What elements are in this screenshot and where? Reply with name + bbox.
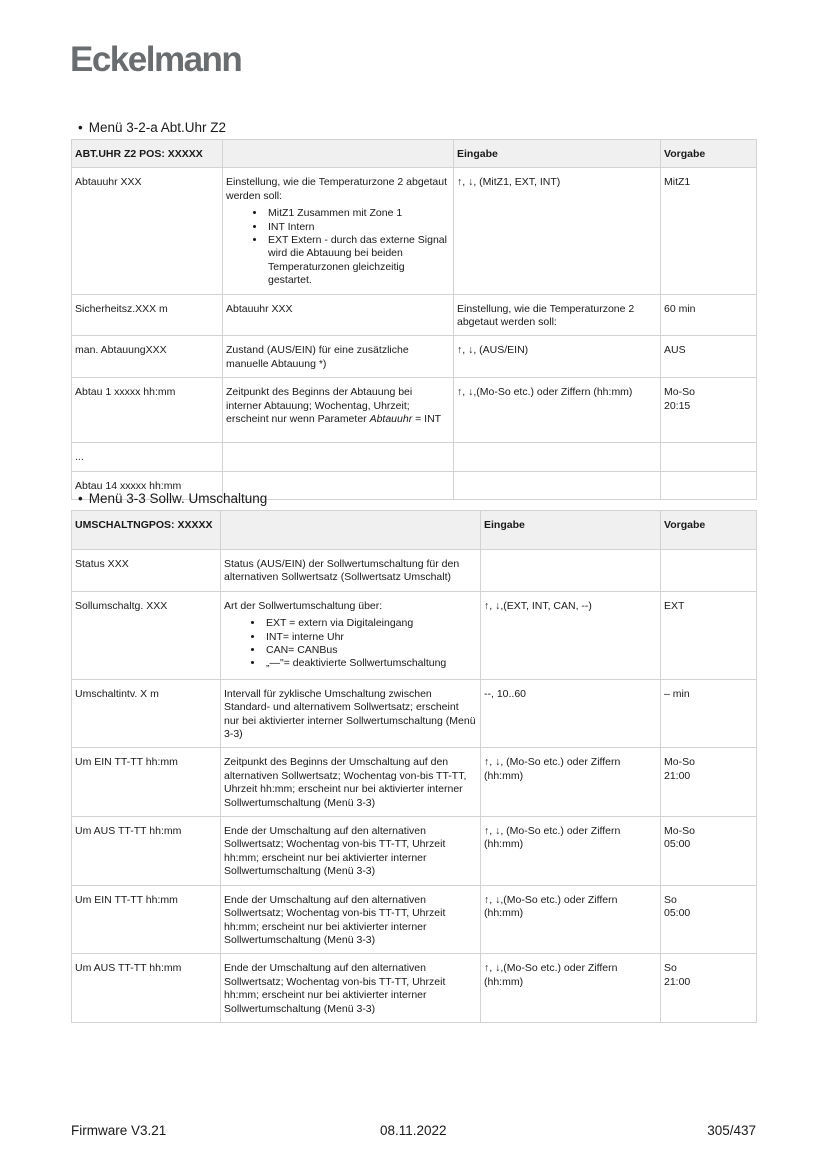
default-line: 05:00: [664, 907, 691, 920]
param-default: – min: [661, 679, 757, 748]
param-default: [661, 954, 757, 1023]
default-line: 20:15: [664, 399, 691, 412]
table-row: [72, 748, 757, 817]
option-list: [226, 207, 449, 287]
list-item: • EXT = extern via Digitaleingang: [264, 617, 476, 630]
description-text: Zeitpunkt des Beginns der Abtauung bei interner Abtauung; Wochentag, Uhrzeit; erscheint nur wenn Parameter: [226, 386, 413, 426]
default-line: 05:00: [664, 838, 691, 851]
param-default: [661, 748, 757, 817]
list-item: • MitZ1 Zusammen mit Zone 1: [266, 207, 449, 220]
param-description: [223, 443, 454, 471]
table-header-row: [72, 511, 757, 550]
param-input: ↑, ↓,(Mo-So etc.) oder Ziffern (hh:mm): [481, 885, 661, 954]
param-description: Intervall für zyklische Umschaltung zwischen Standard- und alternativem Sollwertsatz; erscheint nur bei aktivierter interner Sollwertumschaltung (Menü 3-3): [221, 679, 481, 748]
param-description: Abtauuhr XXX: [223, 294, 454, 336]
param-input: ↑, ↓,(Mo-So etc.) oder Ziffern (hh:mm): [481, 954, 661, 1023]
section-heading-sollw-umschaltung: • Menü 3-3 Sollw. Umschaltung: [78, 491, 268, 506]
default-line: Mo-So: [664, 386, 695, 399]
footer-firmware: Firmware V3.21: [71, 1123, 167, 1138]
option-list: [224, 617, 476, 671]
description-text: = INT: [412, 413, 442, 426]
param-default: EXT: [661, 591, 757, 679]
param-input: [481, 550, 661, 592]
param-description: [223, 168, 454, 294]
list-item: • INT= interne Uhr: [264, 631, 476, 644]
default-line: So: [664, 962, 677, 975]
param-description: Ende der Umschaltung auf den alternativen Sollwertsatz; Wochentag von-bis TT-TT, Uhrzeit hh:mm; erscheint nur bei aktivierter interner Sollwertumschaltung (Menü 3-3): [221, 885, 481, 954]
param-description: Ende der Umschaltung auf den alternativen Sollwertsatz; Wochentag von-bis TT-TT, Uhrzeit hh:mm; erscheint nur bei aktivierter interner Sollwertumschaltung (Menü 3-3): [221, 817, 481, 886]
table-row: [72, 378, 757, 443]
table-row: [72, 591, 757, 679]
header-cell-vorgabe: Vorgabe: [661, 140, 757, 168]
param-input: --, 10..60: [481, 679, 661, 748]
table-row: [72, 885, 757, 954]
header-cell-parameter: UMSCHALTNGPOS: XXXXX: [72, 511, 221, 550]
param-description: Ende der Umschaltung auf den alternativen Sollwertsatz; Wochentag von-bis TT-TT, Uhrzeit hh:mm; erscheint nur bei aktivierter interner Sollwertumschaltung (Menü 3-3): [221, 954, 481, 1023]
param-name: Abtau 14 xxxxx hh:mm: [72, 471, 223, 499]
param-default: [661, 550, 757, 592]
param-name: Umschaltintv. X m: [72, 679, 221, 748]
list-item: • EXT Extern - durch das externe Signal wird die Abtauung bei beiden Temperaturzonen gleichzeitig gestartet.: [266, 234, 449, 288]
table-row: [72, 679, 757, 748]
table-row: [72, 443, 757, 471]
param-name: Sollumschaltg. XXX: [72, 591, 221, 679]
param-name: Um AUS TT-TT hh:mm: [72, 954, 221, 1023]
param-default: [661, 378, 757, 443]
header-cell-eingabe: Eingabe: [454, 140, 661, 168]
table-sollw-umschaltung: [71, 510, 757, 1023]
param-input: ↑, ↓, (Mo-So etc.) oder Ziffern (hh:mm): [481, 748, 661, 817]
param-default: [661, 443, 757, 471]
param-name: ...: [72, 443, 223, 471]
param-default: MitZ1: [661, 168, 757, 294]
param-description: Zustand (AUS/EIN) für eine zusätzliche manuelle Abtauung *): [223, 336, 454, 378]
param-default: [661, 817, 757, 886]
header-cell-description: [223, 140, 454, 168]
header-cell-description: [221, 511, 481, 550]
param-input: ↑, ↓, (MitZ1, EXT, INT): [454, 168, 661, 294]
description-text: Art der Sollwertumschaltung über:: [224, 599, 383, 612]
table-row: [72, 168, 757, 294]
footer-date: 08.11.2022: [380, 1123, 447, 1138]
default-line: Mo-So: [664, 825, 695, 838]
param-name: Abtau 1 xxxxx hh:mm: [72, 378, 223, 443]
bullet-icon: •: [78, 120, 83, 135]
description-emphasis: Abtauuhr: [369, 413, 413, 426]
param-name: man. AbtauungXXX: [72, 336, 223, 378]
footer-page-number: 305/437: [707, 1123, 756, 1138]
default-line: 21:00: [664, 975, 691, 988]
param-default: 60 min: [661, 294, 757, 336]
param-input: ↑, ↓,(EXT, INT, CAN, --): [481, 591, 661, 679]
table-header-row: [72, 140, 757, 168]
param-input: ↑, ↓,(Mo-So etc.) oder Ziffern (hh:mm): [454, 378, 661, 443]
param-description: Zeitpunkt des Beginns der Umschaltung auf den alternativen Sollwertsatz; Wochentag von-bis TT-TT, Uhrzeit hh:mm; erscheint nur bei aktivierter interner Sollwertumschaltung (Menü 3-3): [221, 748, 481, 817]
param-description: Status (AUS/EIN) der Sollwertumschaltung für den alternativen Sollwertsatz (Sollwertsatz Umschalt): [221, 550, 481, 592]
default-line: So: [664, 893, 677, 906]
list-item: • CAN= CANBus: [264, 644, 476, 657]
param-input: Einstellung, wie die Temperaturzone 2 abgetaut werden soll:: [454, 294, 661, 336]
table-abt-uhr-z2: [71, 139, 757, 500]
param-input: [454, 443, 661, 471]
header-cell-vorgabe: Vorgabe: [661, 511, 757, 550]
param-input: ↑, ↓, (AUS/EIN): [454, 336, 661, 378]
list-item: • INT Intern: [266, 221, 449, 234]
param-input: [454, 471, 661, 499]
param-input: ↑, ↓, (Mo-So etc.) oder Ziffern (hh:mm): [481, 817, 661, 886]
param-description: [221, 591, 481, 679]
table-row: [72, 294, 757, 336]
table-row: [72, 954, 757, 1023]
section-heading-abt-uhr-z2: • Menü 3-2-a Abt.Uhr Z2: [78, 120, 227, 135]
default-line: Mo-So: [664, 756, 695, 769]
list-item: • „—"= deaktivierte Sollwertumschaltung: [264, 657, 476, 670]
param-name: Um AUS TT-TT hh:mm: [72, 817, 221, 886]
param-default: [661, 885, 757, 954]
param-name: Status XXX: [72, 550, 221, 592]
param-default: AUS: [661, 336, 757, 378]
param-default: [661, 471, 757, 499]
table-row: [72, 817, 757, 886]
param-description: [223, 378, 454, 443]
header-cell-parameter: ABT.UHR Z2 POS: XXXXX: [72, 140, 223, 168]
default-line: 21:00: [664, 769, 691, 782]
description-text: Einstellung, wie die Temperaturzone 2 abgetaut werden soll:: [226, 176, 448, 202]
param-name: Sicherheitsz.XXX m: [72, 294, 223, 336]
eckelmann-logo: Eckelmann: [70, 40, 242, 79]
bullet-icon: •: [78, 491, 83, 506]
table-row: [72, 550, 757, 592]
table-row: [72, 336, 757, 378]
param-name: Abtauuhr XXX: [72, 168, 223, 294]
header-cell-eingabe: Eingabe: [481, 511, 661, 550]
param-name: Um EIN TT-TT hh:mm: [72, 748, 221, 817]
param-name: Um EIN TT-TT hh:mm: [72, 885, 221, 954]
